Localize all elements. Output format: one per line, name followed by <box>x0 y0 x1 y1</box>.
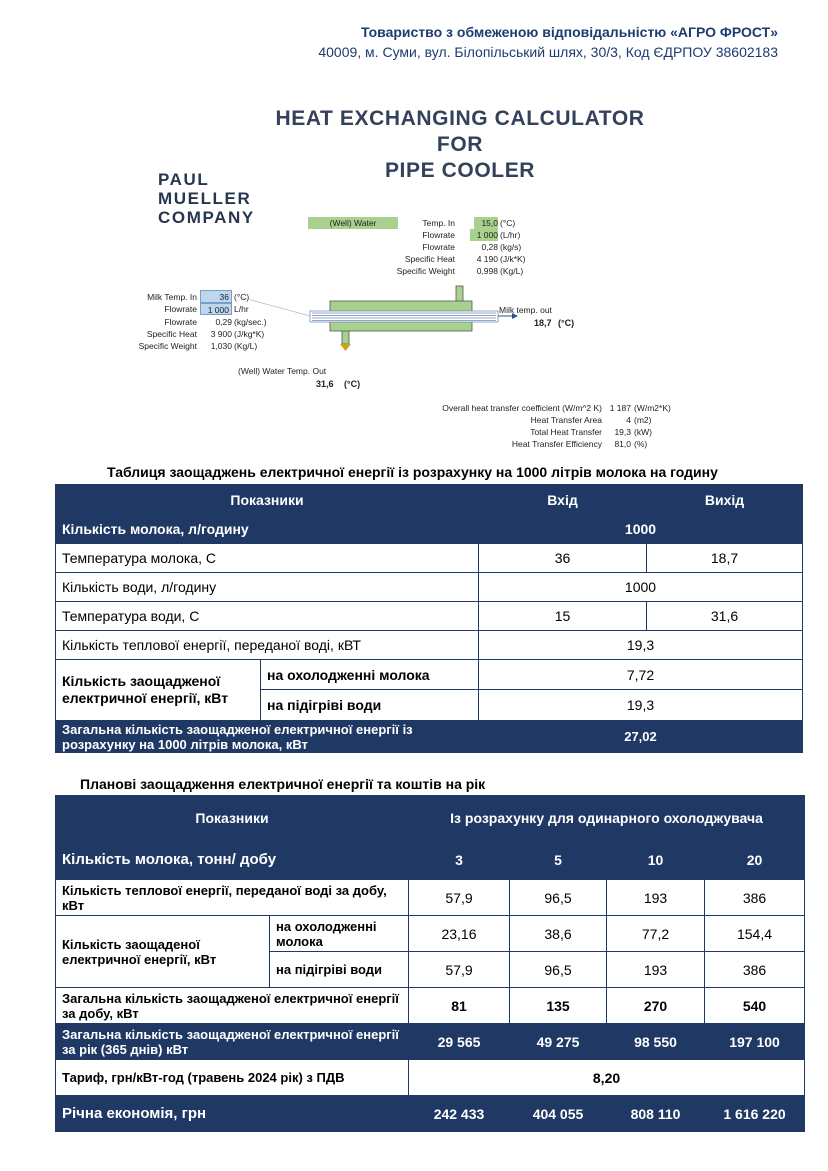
result-area-value: 4 <box>626 415 631 425</box>
table2-daily-total-row <box>56 988 805 1024</box>
table1-saved-cooling-label: на охолодженні молока <box>261 660 479 690</box>
table2-heat-row <box>56 880 805 916</box>
table2-saved-heating-label: на підігріві води <box>270 952 409 988</box>
table1-milk-qty-row <box>56 515 803 544</box>
milk-temp-in-label: Milk Temp. In <box>147 292 197 302</box>
table1-water-temp-row <box>56 602 803 631</box>
table2-saved-cooling-label: на охолодженні молока <box>270 916 409 952</box>
milk-flowrate-kg-unit: (kg/sec.) <box>234 317 267 327</box>
table1-saved-heating-value: 19,3 <box>479 690 803 721</box>
energy-savings-table <box>55 484 803 753</box>
milk-out-label: Milk temp. out <box>499 305 552 315</box>
milk-out-value: 18,7 <box>534 318 552 328</box>
water-flowrate-l-unit: (L/hr) <box>500 230 521 240</box>
table2-annual-row <box>56 1096 805 1132</box>
result-efficiency-label: Heat Transfer Efficiency <box>511 439 602 449</box>
table2-tariff-value: 8,20 <box>409 1060 805 1096</box>
table2-saved-heating-value: 96,5 <box>510 952 607 988</box>
table2-saved-label: Кількість заощаденої електричної енергії, кВт <box>56 916 270 988</box>
water-flowrate-l-value[interactable]: 1 000 <box>470 229 498 241</box>
result-area-label: Heat Transfer Area <box>530 415 602 425</box>
table2-header-indicators: Показники <box>56 796 409 840</box>
result-total-heat-label: Total Heat Transfer <box>530 427 602 437</box>
result-area-unit: (m2) <box>634 415 652 425</box>
table2-saved-heating-value: 386 <box>705 952 805 988</box>
result-efficiency-value: 81,0 <box>614 439 631 449</box>
table1-milk-temp-label: Температура молока, С <box>56 544 479 573</box>
table2-annual-value: 404 055 <box>510 1096 607 1132</box>
water-temp-in-label: Temp. In <box>422 218 455 228</box>
table1-milk-temp-out: 18,7 <box>647 544 803 573</box>
result-total-heat-unit: (kW) <box>634 427 652 437</box>
water-specific-weight-value: 0,998 <box>476 266 498 276</box>
table2-yearly-total-label: Загальна кількість заощадженої електричної енергії за рік (365 днів) кВт <box>56 1024 409 1060</box>
milk-temp-in-unit: (°C) <box>234 292 250 302</box>
table2-caption: Планові заощадження електричної енергії та коштів на рік <box>80 776 486 792</box>
logo-line-3: COMPANY <box>158 208 255 227</box>
table2-yearly-total-value: 197 100 <box>705 1024 805 1060</box>
logo-line-1: PAUL <box>158 170 210 189</box>
milk-specific-heat-label: Specific Heat <box>146 329 197 339</box>
water-specific-weight-unit: (Kg/L) <box>500 266 524 276</box>
milk-flowrate-l-unit: L/hr <box>234 304 249 314</box>
table1-header-out: Вихід <box>647 485 803 515</box>
table2-saved-heating-value: 193 <box>607 952 705 988</box>
milk-temp-in-value[interactable]: 36 <box>200 290 232 303</box>
table1-milk-temp-row <box>56 544 803 573</box>
table1-heat-row <box>56 631 803 660</box>
water-out-unit: (°C) <box>344 379 361 389</box>
water-specific-heat-value: 4 190 <box>476 254 498 264</box>
table2-annual-label: Річна економія, грн <box>56 1096 409 1132</box>
table1-water-temp-label: Температура води, С <box>56 602 479 631</box>
table2-heat-value: 96,5 <box>510 880 607 916</box>
table1-caption: Таблиця заощаджень електричної енергії із розрахунку на 1000 літрів молока на годину <box>107 464 718 480</box>
milk-out-unit: (°C) <box>558 318 575 328</box>
water-source-label: (Well) Water <box>308 217 398 229</box>
table2-yearly-total-value: 98 550 <box>607 1024 705 1060</box>
table2-annual-value: 1 616 220 <box>705 1096 805 1132</box>
table2-saved-cooling-value: 77,2 <box>607 916 705 952</box>
table1-milk-qty-label: Кількість молока, л/годину <box>56 515 479 544</box>
water-temp-in-unit: (°C) <box>500 218 516 228</box>
table1-total-row <box>56 721 803 753</box>
table2-tonnage-3: 3 <box>409 840 510 880</box>
result-coefficient-label: Overall heat transfer coefficient (W/m^2 K) <box>442 403 602 413</box>
table2-saved-cooling-value: 23,16 <box>409 916 510 952</box>
table2-tonnage-10: 10 <box>607 840 705 880</box>
water-flowrate-l-label: Flowrate <box>422 230 455 240</box>
table2-daily-total-value: 540 <box>705 988 805 1024</box>
water-outlet-pipe <box>342 330 349 344</box>
table2-tonnage-5: 5 <box>510 840 607 880</box>
table1-header-indicators: Показники <box>56 485 479 515</box>
milk-specific-heat-unit: (J/kg*K) <box>234 329 265 339</box>
logo-line-2: MUELLER <box>158 189 252 208</box>
table2-yearly-total-value: 29 565 <box>409 1024 510 1060</box>
water-flowrate-kg-unit: (kg/s) <box>500 242 522 252</box>
water-specific-heat-label: Specific Heat <box>404 254 455 264</box>
table1-heat-label: Кількість теплової енергії, переданої воді, кВТ <box>56 631 479 660</box>
water-specific-weight-label: Specific Weight <box>396 266 455 276</box>
table2-annual-value: 242 433 <box>409 1096 510 1132</box>
milk-specific-weight-label: Specific Weight <box>138 341 197 351</box>
table1-saved-cooling-value: 7,72 <box>479 660 803 690</box>
table1-saved-cooling-row <box>56 660 803 690</box>
table2-heat-value: 57,9 <box>409 880 510 916</box>
table2-daily-total-value: 135 <box>510 988 607 1024</box>
table1-water-temp-in: 15 <box>479 602 647 631</box>
table2-tariff-label: Тариф, грн/кВт-год (травень 2024 рік) з ПДВ <box>56 1060 409 1096</box>
milk-specific-weight-unit: (Kg/L) <box>234 341 258 351</box>
table2-daily-total-value: 81 <box>409 988 510 1024</box>
table2-tonnage-row <box>56 840 805 880</box>
table2-saved-cooling-value: 154,4 <box>705 916 805 952</box>
calculator-title-line-3: PIPE COOLER <box>384 159 536 182</box>
table2-header-calc: Із розрахунку для одинарного охолоджувача <box>409 796 805 840</box>
water-flowrate-kg-label: Flowrate <box>422 242 455 252</box>
table1-water-qty-value: 1000 <box>479 573 803 602</box>
table1-milk-qty-value: 1000 <box>479 515 803 544</box>
table1-header-row <box>56 485 803 515</box>
table1-heat-value: 19,3 <box>479 631 803 660</box>
water-flowrate-kg-value: 0,28 <box>481 242 498 252</box>
milk-flowrate-kg-value: 0,29 <box>215 317 232 327</box>
calculator-title-line-2: FOR <box>436 133 484 156</box>
water-out-value: 31,6 <box>316 379 334 389</box>
table2-tonnage-20: 20 <box>705 840 805 880</box>
table1-water-qty-label: Кількість води, л/годину <box>56 573 479 602</box>
water-outlet-arrow <box>340 344 351 351</box>
milk-flowrate-l-label: Flowrate <box>164 304 197 314</box>
pipe-cooler-diagram <box>0 0 828 400</box>
water-inlet-pipe <box>456 286 463 302</box>
table2-milk-row-label: Кількість молока, тонн/ добу <box>56 840 409 880</box>
table2-saved-cooling-value: 38,6 <box>510 916 607 952</box>
table2-tariff-row <box>56 1060 805 1096</box>
table2-header-row <box>56 796 805 840</box>
company-address: 40009, м. Суми, вул. Білопільський шлях, 30/3, Код ЄДРПОУ 38602183 <box>318 44 778 60</box>
table1-total-label: Загальна кількість заощадженої електричної енергії із розрахунку на 1000 літрів молока, кВт <box>56 721 479 753</box>
table2-saved-cooling-row <box>56 916 805 952</box>
table2-yearly-total-value: 49 275 <box>510 1024 607 1060</box>
table2-annual-value: 808 110 <box>607 1096 705 1132</box>
water-specific-heat-unit: (J/k*K) <box>500 254 526 264</box>
result-coefficient-unit: (W/m2*K) <box>634 403 671 413</box>
table2-heat-value: 386 <box>705 880 805 916</box>
result-total-heat-value: 19,3 <box>614 427 631 437</box>
result-coefficient-value: 1 187 <box>609 403 631 413</box>
milk-flowrate-l-value[interactable]: 1 000 <box>200 303 232 315</box>
company-name: Товариство з обмеженою відповідальністю «АГРО ФРОСТ» <box>360 24 778 40</box>
milk-specific-heat-value: 3 900 <box>210 329 232 339</box>
table1-total-value: 27,02 <box>479 721 803 753</box>
result-efficiency-unit: (%) <box>634 439 648 449</box>
table1-water-qty-row <box>56 573 803 602</box>
water-out-label: (Well) Water Temp. Out <box>238 366 327 376</box>
table1-saved-label: Кількість заощадженої електричної енергії, кВт <box>56 660 261 721</box>
calculator-title-line-1: HEAT EXCHANGING CALCULATOR <box>275 107 645 130</box>
table1-header-in: Вхід <box>479 485 647 515</box>
table2-daily-total-value: 270 <box>607 988 705 1024</box>
yearly-savings-table <box>55 795 805 1132</box>
table2-heat-value: 193 <box>607 880 705 916</box>
table1-water-temp-out: 31,6 <box>647 602 803 631</box>
table1-saved-heating-label: на підігріві води <box>261 690 479 721</box>
table2-yearly-total-row <box>56 1024 805 1060</box>
table2-daily-total-label: Загальна кількість заощадженої електричної енергії за добу, кВт <box>56 988 409 1024</box>
table2-saved-heating-value: 57,9 <box>409 952 510 988</box>
water-temp-in-value[interactable]: 15,0 <box>474 217 498 229</box>
milk-specific-weight-value: 1,030 <box>210 341 232 351</box>
table2-heat-label: Кількість теплової енергії, переданої воді за добу, кВт <box>56 880 409 916</box>
table1-milk-temp-in: 36 <box>479 544 647 573</box>
milk-flowrate-kg-label: Flowrate <box>164 317 197 327</box>
